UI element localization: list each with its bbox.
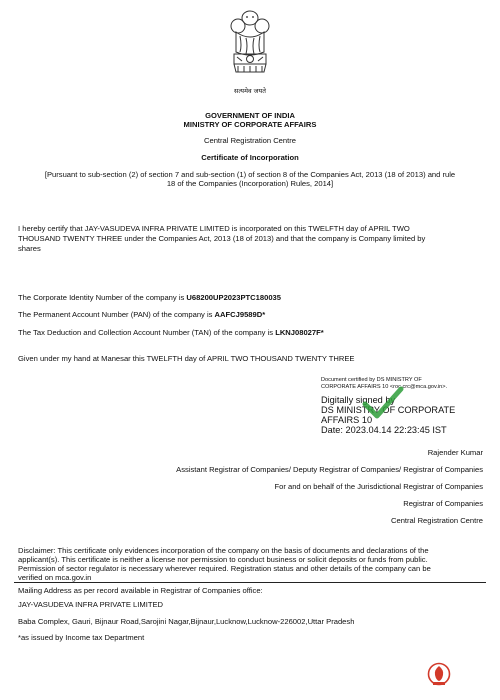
certify-line-2: THOUSAND TWENTY THREE under the Companies Act, 2013 (18 of 2013) and that the company is Company limited by bbox=[18, 234, 426, 243]
cin-label: The Corporate Identity Number of the company is bbox=[18, 293, 187, 302]
emblem-motto: सत्यमेव जयते bbox=[234, 87, 266, 95]
mailing-address: Baba Complex, Gauri, Bijnaur Road,Sarojini Nagar,Bijnaur,Lucknow,Lucknow-226002,Uttar Pradesh bbox=[18, 617, 355, 626]
checkmark-icon bbox=[362, 386, 404, 422]
signature-valid-check bbox=[362, 386, 404, 422]
seal-icon bbox=[427, 662, 451, 688]
signed-by-line-2: DS MINISTRY OF CORPORATE bbox=[321, 405, 456, 415]
disclaimer-line-2: applicant(s). This certificate is neither a license nor permission to conduct business or solicit deposits or funds from public. bbox=[18, 555, 428, 564]
tan-line bbox=[18, 328, 324, 338]
mailing-company-name: JAY-VASUDEVA INFRA PRIVATE LIMITED bbox=[18, 600, 164, 609]
disclaimer-line-3: Permission of sector regulator is necessary wherever required. Registration status and other details of the company can be bbox=[18, 564, 431, 573]
cin-line bbox=[18, 293, 281, 303]
registrar-role-2: For and on behalf of the Jurisdictional Registrar of Companies bbox=[274, 482, 483, 491]
registrar-name: Rajender Kumar bbox=[427, 448, 483, 457]
pan-label: The Permanent Account Number (PAN) of the company is bbox=[18, 310, 215, 319]
pan-line bbox=[18, 310, 265, 320]
certify-line-3: shares bbox=[18, 244, 41, 253]
registrar-role-4: Central Registration Centre bbox=[390, 516, 483, 525]
registrar-role-3: Registrar of Companies bbox=[403, 499, 483, 508]
emblem-icon bbox=[224, 6, 276, 90]
certified-by-line-1: Document certified by DS MINISTRY OF bbox=[321, 377, 422, 383]
registrar-role-1: Assistant Registrar of Companies/ Deputy Registrar of Companies/ Registrar of Companies bbox=[176, 465, 483, 474]
certified-by-line-2: CORPORATE AFFAIRS 10 <roc.crc@mca.gov.in>. bbox=[321, 384, 448, 390]
mailing-label: Mailing Address as per record available in Registrar of Companies office: bbox=[18, 586, 263, 595]
state-emblem bbox=[224, 6, 276, 90]
given-under-hand: Given under my hand at Manesar this TWELFTH day of APRIL TWO THOUSAND TWENTY THREE bbox=[18, 354, 355, 363]
disclaimer-line-1: Disclaimer: This certificate only evidences incorporation of the company on the basis of documents and declarations of the bbox=[18, 546, 429, 555]
divider bbox=[14, 582, 486, 583]
pursuant-line-1: [Pursuant to sub-section (2) of section 7 and sub-section (1) of section 8 of the Companies Act, 2013 (18 of 2013) and rule bbox=[44, 170, 456, 179]
seal-logo bbox=[427, 662, 451, 693]
cin-value: U68200UP2023PTC180035 bbox=[186, 293, 281, 302]
tan-value: LKNJ08027F* bbox=[275, 328, 324, 337]
government-title: GOVERNMENT OF INDIA bbox=[205, 111, 295, 120]
signed-date: Date: 2023.04.14 22:23:45 IST bbox=[321, 425, 447, 435]
disclaimer-line-4: verified on mca.gov.in bbox=[18, 573, 92, 582]
pursuant-line-2: 18 of the Companies (Incorporation) Rules, 2014] bbox=[166, 179, 334, 188]
signed-by-line-3: AFFAIRS 10 bbox=[321, 415, 373, 425]
ministry-title: MINISTRY OF CORPORATE AFFAIRS bbox=[183, 120, 317, 129]
tan-label: The Tax Deduction and Collection Account Number (TAN) of the company is bbox=[18, 328, 276, 337]
certify-line-1: I hereby certify that JAY-VASUDEVA INFRA PRIVATE LIMITED is incorporated on this TWELFTH day of APRIL TWO bbox=[18, 224, 410, 233]
certificate-title: Certificate of Incorporation bbox=[201, 153, 299, 162]
pan-value: AAFCJ9589D* bbox=[214, 310, 266, 319]
tax-note: *as issued by Income tax Department bbox=[18, 633, 145, 642]
registration-centre: Central Registration Centre bbox=[203, 136, 296, 145]
signed-by-line-1: Digitally signed by bbox=[321, 395, 396, 405]
